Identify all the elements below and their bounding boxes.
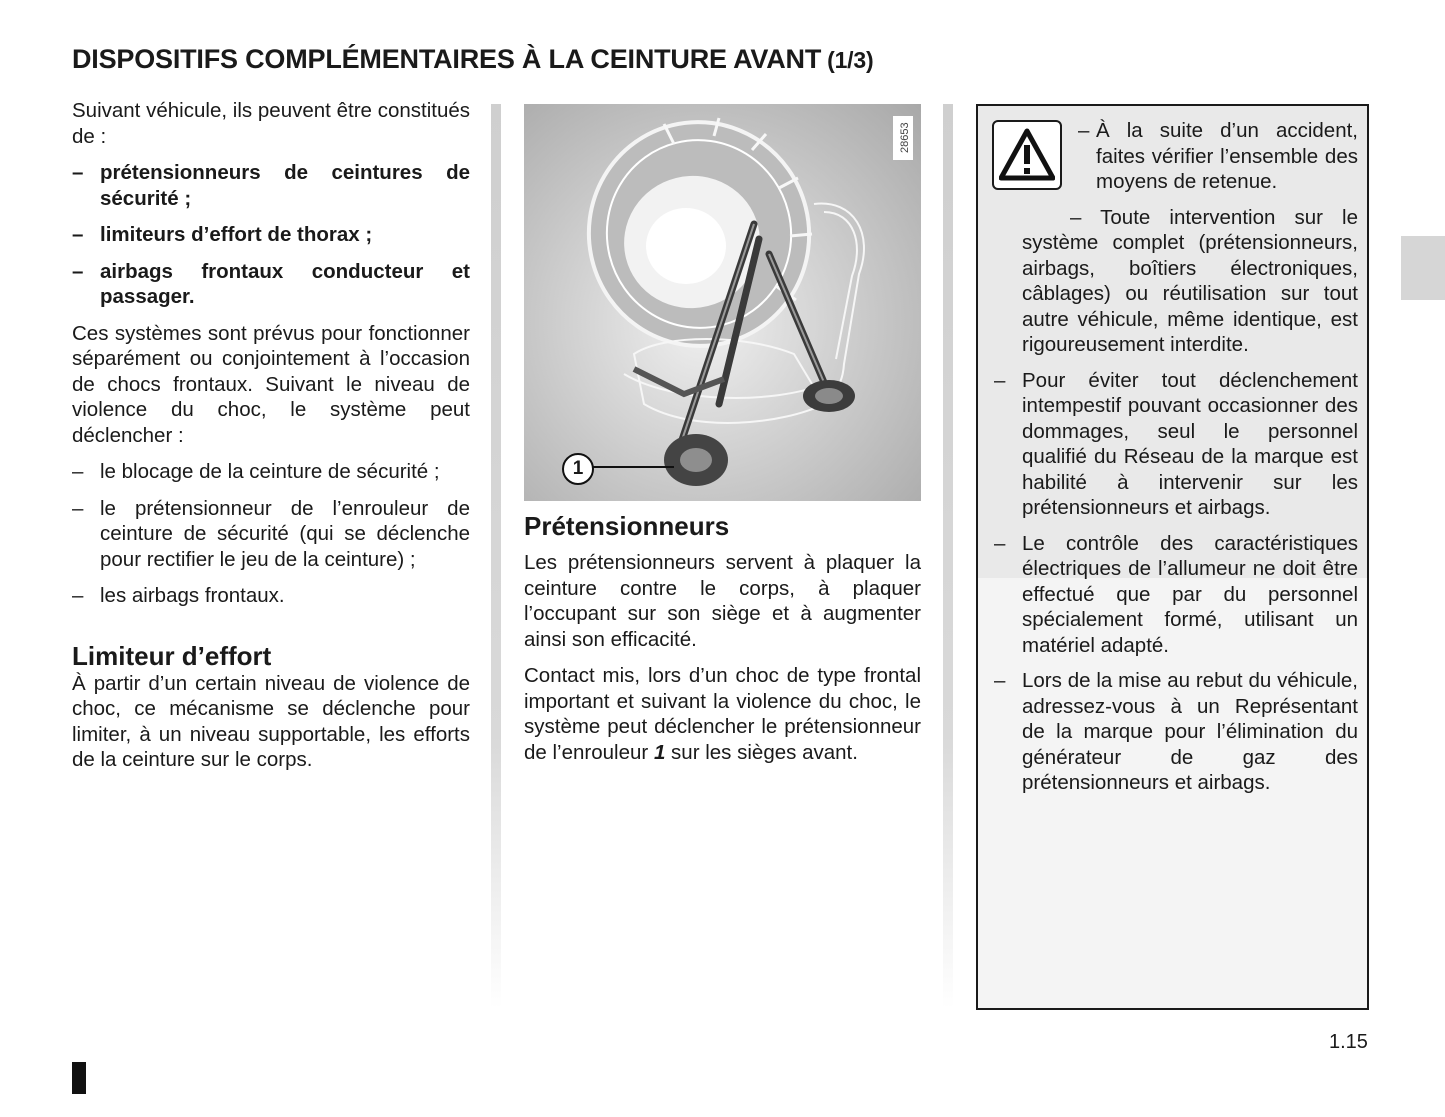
column-divider bbox=[943, 104, 953, 1009]
page-edge-mark bbox=[72, 1062, 86, 1094]
warning-item: – À la suite d’un accident, faites vérifier l’ensemble des moyens de retenue. bbox=[1078, 119, 1358, 193]
list-item: – le prétensionneur de l’enrouleur de ceinture de sécurité (qui se déclenche pour rectifier le jeu de la ceinture) ; bbox=[72, 496, 470, 573]
middle-column bbox=[524, 104, 921, 776]
seat-belt-airbag-icon bbox=[524, 104, 921, 501]
warning-item: – Toute intervention sur le système complet (prétensionneurs, airbags, boîtiers électroniques, câblages) ou réutilisation sur tout autre véhicule, même identique, est rigoureusement interdite. bbox=[1022, 205, 1358, 356]
pretensionneurs-heading: Prétensionneurs bbox=[524, 511, 730, 541]
figure-reference-code: 28653 bbox=[893, 116, 913, 160]
contact-text-after: sur les sièges avant. bbox=[671, 740, 858, 764]
warning-item: – Le contrôle des caractéristiques électriques de l’allumeur ne doit être effectué que par du personnel spécialement formé, utilisant un matériel adapté. bbox=[994, 531, 1358, 657]
warning-text bbox=[994, 118, 1358, 806]
dash: – bbox=[994, 531, 1006, 555]
dash: – bbox=[994, 669, 1006, 692]
page-number: 1.15 bbox=[1329, 1031, 1368, 1053]
page-title-part: (1/3) bbox=[827, 47, 874, 73]
page-title bbox=[72, 44, 1172, 75]
dash: – bbox=[1078, 119, 1090, 142]
dash: – bbox=[994, 368, 1006, 392]
warning-item: – Lors de la mise au rebut du véhicule, adressez-vous à un Représentant de la marque pour l’élimination du générateur de gaz des prétensionneurs et airbags. bbox=[994, 669, 1358, 794]
intro-text: Suivant véhicule, ils peuvent être constitués de : bbox=[72, 99, 470, 148]
list-item: – le blocage de la ceinture de sécurité ; bbox=[72, 459, 470, 485]
limiteur-text: À partir d’un certain niveau de violence de choc, ce mécanisme se déclenche pour limiter, à un niveau supportable, les efforts de la ceinture sur le corps. bbox=[72, 671, 470, 771]
list-item: – les airbags frontaux. bbox=[72, 583, 470, 609]
contact-paragraph bbox=[524, 663, 921, 765]
systems-paragraph: Ces systèmes sont prévus pour fonctionner séparément ou conjointement à l’occasion de chocs frontaux. Suivant le niveau de violence du choc, le système peut déclencher : bbox=[72, 321, 470, 447]
contact-text-before: Contact mis, lors d’un choc de type frontal important et suivant la violence du choc, le système peut déclencher le prétensionneur de l’enrouleur bbox=[524, 664, 921, 764]
device-list bbox=[72, 160, 470, 310]
list-item: – prétensionneurs de ceintures de sécurité ; bbox=[72, 160, 470, 211]
seat-belt-illustration bbox=[524, 104, 921, 501]
section-tab-marker bbox=[1401, 236, 1445, 300]
callout-1: 1 bbox=[562, 453, 594, 485]
column-divider bbox=[491, 104, 501, 1009]
dash: – bbox=[1070, 205, 1082, 229]
pretensionneurs-text: Les prétensionneurs servent à plaquer la ceinture contre le corps, à plaquer l’occupant sur son siège et à augmenter ainsi son efficacité. bbox=[524, 551, 921, 651]
warning-item: – Pour éviter tout déclenchement intempestif pouvant occasionner des dommages, seul le personnel qualifié du Réseau de la marque est habilité à intervenir sur les prétensionneurs et airbags. bbox=[994, 368, 1358, 519]
warning-box bbox=[976, 104, 1369, 1010]
left-column bbox=[72, 98, 470, 784]
list-item: – limiteurs d’effort de thorax ; bbox=[72, 222, 470, 248]
page-title-main: DISPOSITIFS COMPLÉMENTAIRES À LA CEINTURE AVANT bbox=[72, 44, 822, 74]
list-item: – airbags frontaux conducteur et passager. bbox=[72, 259, 470, 310]
limiteur-heading: Limiteur d’effort bbox=[72, 640, 272, 671]
reference-1: 1 bbox=[653, 740, 666, 764]
trigger-list bbox=[72, 459, 470, 609]
